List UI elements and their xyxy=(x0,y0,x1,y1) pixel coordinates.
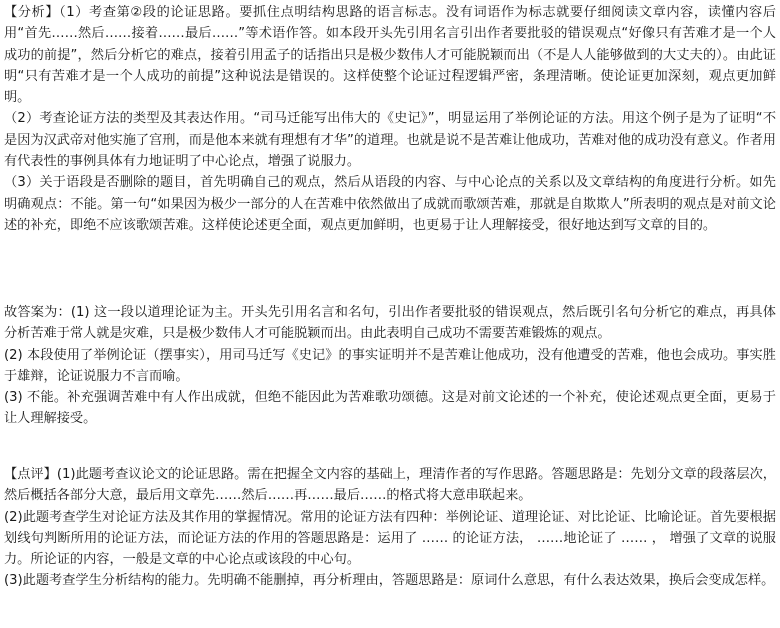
analysis-section xyxy=(4,2,776,236)
review-paragraph-1: 【点评】(1)此题考查议论文的论证思路。需在把握全文内容的基础上，理清作者的写作思路。答题思路是：先划分文章的段落层次，然后概括各部分大意，最后用文章先……然后……再……最后……的格式将大意串联起来。 xyxy=(4,467,776,504)
analysis-paragraph-3: （3）关于语段是否删除的题目，首先明确自己的观点，然后从语段的内容、与中心论点的关系以及文章结构的角度进行分析。如先明确观点：不能。第一句“如果因为极少一部分的人在苦难中依然做出了成就而歌颂苦难，那就是自欺欺人”所表明的观点是对前文论述的补充，即绝不应该歌颂苦难。这样使论述更全面，观点更加鲜明，也更易于让人理解接受，很好地达到写文章的目的。 xyxy=(4,175,776,233)
analysis-paragraph-2: （2）考查论证方法的类型及其表达作用。“司马迁能写出伟大的《史记》”，明显运用了举例论证的方法。用这个例子是为了证明“不是因为汉武帝对他实施了宫刑，而是他本来就有理想有才华”的道理。也就是说不是苦难让他成功，苦难对他的成功没有意义。作者用有代表性的事例具体有力地证明了中心论点，增强了说服力。 xyxy=(4,111,776,170)
answer-paragraph-1: 故答案为：(1) 这一段以道理论证为主。开头先引用名言和名句，引出作者要批驳的错误观点，然后既引名句分析它的难点，再具体分析苦难于常人就是灾难，只是极少数伟人才可能脱颖而出。由此表明自己成功不需要苦难锻炼的观点。 xyxy=(4,305,776,342)
review-paragraph-2: (2)此题考查学生对论证方法及其作用的掌握情况。常用的论证方法有四种：举例论证、道理论证、对比论证、比喻论证。首先要根据划线句判断所用的论证方法，而论证方法的作用的答题思路是：运用了 …… 的论证方法， ……地论证了 …… ， 增强了文章的说服力。所论证的内容，一般是文章的中心论点或该段的中心句。 xyxy=(4,509,776,568)
review-section xyxy=(4,464,776,592)
answer-paragraph-2: (2) 本段使用了举例论证（摆事实），用司马迁写《史记》的事实证明并不是苦难让他成功，没有他遭受的苦难，他也会成功。事实胜于雄辩，论证说服力不言而喻。 xyxy=(4,347,776,384)
answer-paragraph-3: (3) 不能。补充强调苦难中有人作出成就，但绝不能因此为苦难歌功颂德。这是对前文论述的一个补充，使论述观点更全面，更易于让人理解接受。 xyxy=(4,390,776,427)
answer-section xyxy=(4,302,776,430)
review-paragraph-3: (3)此题考查学生分析结构的能力。先明确不能删掉，再分析理由，答题思路是：原词什么意思，有什么表达效果，换后会变成怎样。 xyxy=(4,573,775,589)
analysis-paragraph-1: 【分析】（1）考查第②段的论证思路。要抓住点明结构思路的语言标志。没有词语作为标志就要仔细阅读文章内容，读懂内容后用“首先……然后……接着……最后……”等术语作答。如本段开头先引用名言引出作者要批驳的错误观点“好像只有苦难才是一个人成功的前提”，然后分析它的难点，接着引用孟子的话指出只是极少数伟人才可能脱颖而出（不是人人能够做到的大丈夫的）。由此证明“只有苦难才是一个人成功的前提”这种说法是错误的。这样使整个论证过程逻辑严密，条理清晰。使论证更加深刻，观点更加鲜明。 xyxy=(4,5,776,106)
